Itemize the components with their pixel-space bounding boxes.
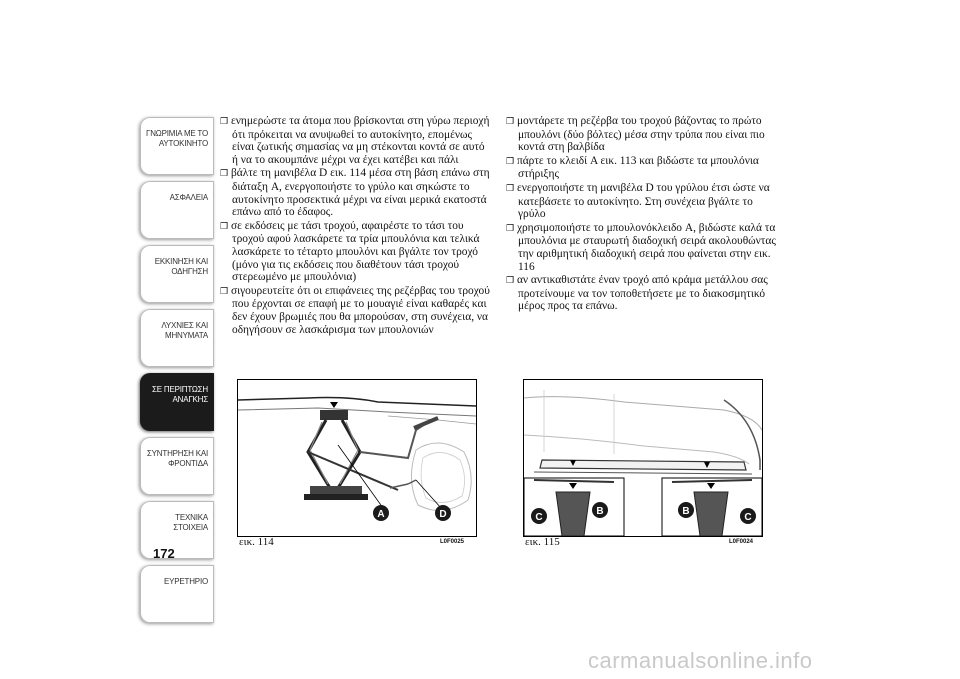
figure-caption: εικ. 114 bbox=[239, 536, 274, 548]
jack-illustration bbox=[238, 380, 476, 536]
tab-starting-driving[interactable]: ΕΚΚΙΝΗΣΗ ΚΑΙ ΟΔΗΓΗΣΗ bbox=[140, 245, 214, 303]
jacking-points-illustration bbox=[524, 380, 762, 536]
tab-getting-to-know[interactable]: ΓΝΩΡΙΜΙΑ ΜΕ ΤΟ ΑΥΤΟΚΙΝΗΤΟ bbox=[140, 117, 214, 175]
section-tabs bbox=[140, 117, 214, 629]
figure-label-c: C bbox=[744, 512, 752, 523]
tab-emergency[interactable]: ΣΕ ΠΕΡΙΠΤΩΣΗ ΑΝΑΓΚΗΣ bbox=[140, 373, 214, 431]
figure-caption: εικ. 115 bbox=[525, 536, 560, 548]
list-item: ❒ σιγουρευτείτε ότι οι επιφάνειες της ρεζέρβας του τροχού που έρχονται σε επαφή με το μουαγιέ είναι καθαρές και δεν έχουν βρωμιές που θα μπορούσαν, στη συνέχεια, να οδηγήσουν σε λασκάρισμα των μπουλονιών bbox=[220, 284, 490, 336]
figure-code: L0F0024 bbox=[729, 539, 754, 545]
figure-label-b: B bbox=[596, 506, 604, 517]
list-item: ❒ χρησιμοποιήστε το μπουλονόκλειδο A, βιδώστε καλά τα μπουλόνια με σταυρωτή διαδοχική σειρά ακολουθώντας την αριθμητική διαδοχική σειρά που φαίνεται στην εικ. 116 bbox=[506, 221, 776, 273]
page-number: 172 bbox=[153, 546, 175, 561]
right-column bbox=[506, 115, 776, 314]
tab-warning-lights[interactable]: ΛΥΧΝΙΕΣ ΚΑΙ ΜΗΝΥΜΑΤΑ bbox=[140, 309, 214, 367]
tab-maintenance[interactable]: ΣΥΝΤΗΡΗΣΗ ΚΑΙ ΦΡΟΝΤΙΔΑ bbox=[140, 437, 214, 495]
list-item: ❒ σε εκδόσεις με τάσι τροχού, αφαιρέστε το τάσι του τροχού αφού λασκάρετε τα τρία μπουλόνια και τελικά λασκάρετε το τέταρτο μπουλόνι και βγάλτε τον τροχό (μόνο για τις εκδόσεις που διαθέτουν τάσι τροχού στερεωμένο με μπουλόνια) bbox=[220, 219, 480, 284]
figure-code: L0F0025 bbox=[440, 539, 465, 545]
left-column bbox=[220, 115, 490, 337]
list-item: ❒ βάλτε τη μανιβέλα D εικ. 114 μέσα στη βάση επάνω στη διάταξη A, ενεργοποιήστε το γρύλο και σηκώστε το αυτοκίνητο προσεκτικά μέχρι να είναι μερικά εκατοστά επάνω από το έδαφος. bbox=[220, 167, 490, 219]
figure-114 bbox=[237, 379, 477, 537]
tab-safety[interactable]: ΑΣΦΑΛΕΙΑ bbox=[140, 181, 214, 239]
figure-label-a: A bbox=[377, 509, 385, 520]
tab-technical-data[interactable]: ΤΕΧΝΙΚΑ ΣΤΟΙΧΕΙΑ bbox=[140, 501, 214, 559]
figure-label-b: B bbox=[682, 506, 690, 517]
list-item: ❒ ενημερώστε τα άτομα που βρίσκονται στη γύρω περιοχή ότι πρόκειται να ανυψωθεί το αυτοκίνητο, επομένως είναι ζωτικής σημασίας να μη στέκονται κοντά σε αυτό ή να το ακουμπάνε μέχρι να έχει κατέβει και πάλι bbox=[220, 115, 490, 166]
list-item: ❒ ενεργοποιήστε τη μανιβέλα D του γρύλου έτσι ώστε να κατεβάσετε το αυτοκίνητο. Στη συνέχεια βγάλτε το γρύλο bbox=[506, 181, 770, 221]
list-item: ❒ μοντάρετε τη ρεζέρβα του τροχού βάζοντας το πρώτο μπουλόνι (δύο βόλτες) μέσα στην τρύπα που είναι πιο κοντά στη βαλβίδα bbox=[506, 115, 765, 154]
watermark: carmanualsonline.info bbox=[588, 648, 813, 673]
figure-label-d: D bbox=[439, 509, 447, 520]
figure-115 bbox=[523, 379, 763, 537]
list-item: ❒ πάρτε το κλειδί A εικ. 113 και βιδώστε τα μπουλόνια στήριξης bbox=[506, 154, 759, 181]
figure-label-c: C bbox=[535, 512, 543, 523]
list-item: ❒ αν αντικαθιστάτε έναν τροχό από κράμα μετάλλου σας προτείνουμε να τον τοποθετήσετε με το διακοσμητικό μέρος προς τα επάνω. bbox=[506, 274, 768, 313]
tab-index[interactable]: ΕΥΡΕΤΗΡΙΟ bbox=[140, 565, 214, 623]
